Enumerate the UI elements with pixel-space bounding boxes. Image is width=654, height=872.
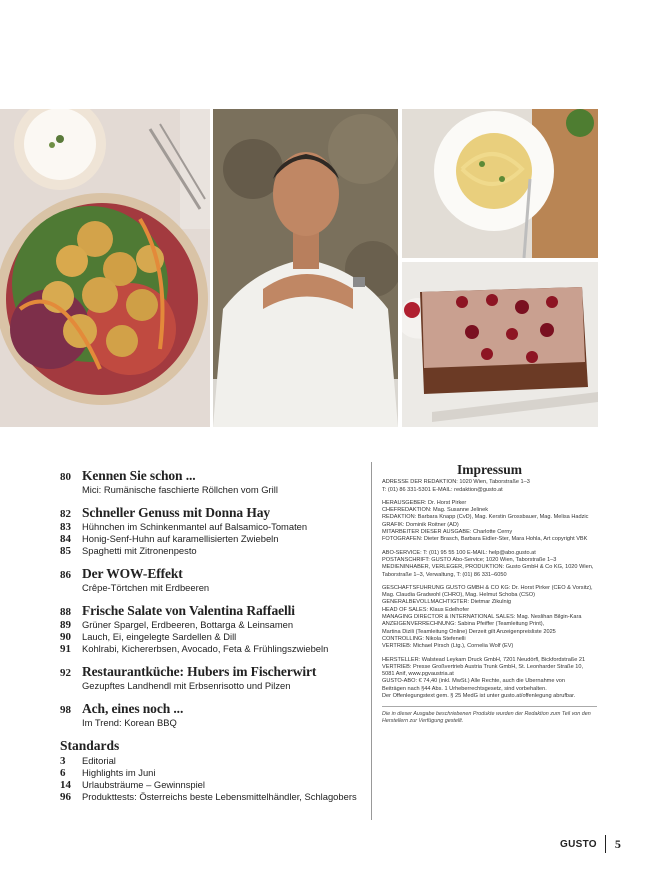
standards-entry	[60, 755, 360, 767]
impressum-line: VERTRIEB: Presse Großvertrieb Austria Trunk GmbH, St. Leonharder Straße 10,	[382, 663, 584, 670]
toc-entry-text: Spaghetti mit Zitronenpesto	[82, 545, 197, 556]
cherry-brownie-photo	[402, 262, 598, 427]
impressum-line: Martina Dizili (Teamleitung Online) Derzeit gilt Anzeigenpreisliste 2025	[382, 628, 556, 635]
footer-divider	[605, 835, 606, 853]
toc-section-title: Ach, eines noch ...	[82, 701, 184, 716]
toc-entry	[60, 521, 360, 533]
impressum-line: REDAKTION: Barbara Knapp (CvD), Mag. Kerstin Grossbauer, Mag. Melisa Hadzic	[382, 514, 589, 521]
impressum-line: HERAUSGEBER: Dr. Horst Pirker	[382, 499, 467, 506]
column-divider	[371, 462, 372, 820]
standards-entry	[60, 779, 360, 791]
toc-page-number: 98	[60, 704, 71, 716]
toc-page-number: 92	[60, 667, 71, 679]
impressum-line: POSTANSCHRIFT: GUSTO Abo-Service; 1020 Wien, Taborstraße 1–3	[382, 556, 557, 563]
toc-subtitle: Crêpe-Törtchen mit Erdbeeren	[82, 582, 210, 593]
toc-page-number: 96	[60, 791, 71, 803]
toc-entry	[60, 619, 360, 631]
impressum-line: Taborstraße 1–3, Verwaltung, T: (01) 86 331–6050	[382, 571, 507, 578]
toc-entry	[60, 631, 360, 643]
toc-entry	[60, 533, 360, 545]
toc-page-number: 84	[60, 533, 71, 545]
impressum-line: 5081 Anif, www.pgvaustria.at	[382, 671, 454, 678]
impressum-block	[382, 500, 597, 544]
salad-photo	[0, 109, 210, 427]
impressum-line: FOTOGRAFEN: Dieter Brasch, Barbara Eidler-Ster, Mara Hohla, Art copyright VBK	[382, 536, 588, 543]
impressum-note: Die in dieser Ausgabe beschriebenen Produkte wurden der Redaktion zum Teil von den Herstellern zur Verfügung gestellt.	[382, 711, 591, 725]
toc-page-number: 86	[60, 569, 71, 581]
impressum-line: MANAGING DIRECTOR & INTERNATIONAL SALES: Mag. Neslihan Bilgin-Kara	[382, 614, 582, 621]
impressum-line: Beiträgen nach §44 Abs. 1 Urheberrechtsgesetz, sind vorbehalten.	[382, 685, 547, 692]
toc-page-number: 88	[60, 606, 71, 618]
toc-page-number: 91	[60, 643, 71, 655]
impressum-block	[382, 657, 597, 701]
toc-entry-text: Honig-Senf-Huhn auf karamellisierten Zwiebeln	[82, 533, 279, 544]
impressum-line: ADRESSE DER REDAKTION: 1020 Wien, Taborstraße 1–3	[382, 479, 530, 486]
standards-entry	[60, 791, 360, 803]
toc-subtitle: Im Trend: Korean BBQ	[82, 717, 177, 728]
toc-page-number: 6	[60, 767, 66, 779]
standards-entry	[60, 767, 360, 779]
toc-entry-text: Editorial	[82, 755, 116, 766]
toc-section	[60, 664, 360, 692]
page-number: 5	[614, 836, 621, 851]
toc-subtitle: Mici: Rumänische faschierte Röllchen vom Grill	[82, 484, 278, 495]
impressum-line: MITARBEITER DIESER AUSGABE: Charlotte Cerny	[382, 529, 513, 536]
impressum-line: GENERALBEVOLLMÄCHTIGTER: Dietmar Zikulnig	[382, 599, 511, 606]
toc-page-number: 85	[60, 545, 71, 557]
toc-page-number: 3	[60, 755, 66, 767]
impressum-line: ANZEIGENVERRECHNUNG: Sabina Pfeiffer (Teamleitung Print),	[382, 621, 545, 628]
toc-section	[60, 603, 360, 655]
toc-section-title: Frische Salate von Valentina Raffaelli	[82, 603, 295, 618]
toc-section-title: Kennen Sie schon ...	[82, 468, 196, 483]
standards-title: Standards	[60, 738, 120, 753]
toc-entry-text: Kohlrabi, Kichererbsen, Avocado, Feta & Frühlingszwiebeln	[82, 643, 329, 654]
impressum-line: ABO-SERVICE: T: (01) 95 55 100 E-MAIL: help@abo.gusto.at	[382, 549, 536, 556]
impressum-block	[382, 550, 597, 579]
impressum-line: GUSTO-ABO: € 74,40 (inkl. MwSt.) Alle Rechte, auch die Übernahme von	[382, 678, 566, 685]
toc-subtitle: Gezupftes Landhendl mit Erbsenrisotto und Pilzen	[82, 680, 291, 691]
table-of-contents	[60, 468, 360, 803]
impressum-title: Impressum	[456, 462, 522, 477]
impressum-line: Der Offenlegungstext gem. § 25 MedG ist unter gusto.at/offenlegung abrufbar.	[382, 693, 576, 700]
toc-section-title: Schneller Genuss mit Donna Hay	[82, 505, 271, 520]
toc-section	[60, 468, 360, 496]
toc-entry-text: Produkttests: Österreichs beste Lebensmittelhändler, Schlagobers	[82, 791, 357, 802]
toc-page-number: 80	[60, 471, 71, 483]
brand-logo: GUSTO	[560, 838, 597, 850]
toc-entry	[60, 545, 360, 557]
toc-page-number: 89	[60, 619, 71, 631]
impressum-line: MEDIENINHABER, VERLEGER, PRODUKTION: Gusto GmbH & Co KG, 1020 Wien,	[382, 564, 594, 571]
impressum-rule	[382, 706, 597, 707]
toc-entry-text: Highlights im Juni	[82, 767, 156, 778]
toc-section-title: Restaurantküche: Hubers im Fischerwirt	[82, 664, 317, 679]
toc-entry-text: Lauch, Ei, eingelegte Sardellen & Dill	[82, 631, 237, 642]
toc-section	[60, 701, 360, 729]
toc-page-number: 83	[60, 521, 71, 533]
impressum-line: HERSTELLER: Walstead Leykam Druck GmbH, 7201 Neudörfl, Bickfordstraße 21	[382, 656, 586, 663]
toc-section	[60, 566, 360, 594]
chef-portrait-photo	[213, 109, 398, 427]
impressum-line: GESCHÄFTSFÜHRUNG GUSTO GMBH & CO KG: Dr. Horst Pirker (CEO & Vorsitz),	[382, 584, 593, 591]
toc-page-number: 82	[60, 508, 71, 520]
impressum-line: CONTROLLING: Nikola Stefenelli	[382, 635, 466, 642]
impressum-line: Mag. Claudia Gradwohl (CHRO), Mag. Helmut Schoba (CSO)	[382, 592, 535, 599]
toc-section-title: Der WOW-Effekt	[82, 566, 183, 581]
toc-entry-text: Hühnchen im Schinkenmantel auf Balsamico-Tomaten	[82, 521, 308, 532]
toc-section	[60, 505, 360, 557]
toc-entry-text: Grüner Spargel, Erdbeeren, Bottarga & Leinsamen	[82, 619, 294, 630]
page-footer	[560, 835, 621, 853]
impressum-line: HEAD OF SALES: Klaus Edelhofer	[382, 606, 470, 613]
impressum-block	[382, 479, 597, 494]
impressum-line: T: (01) 86 331-5301 E-MAIL: redaktion@gusto.at	[382, 486, 503, 493]
toc-page-number: 14	[60, 779, 71, 791]
impressum	[382, 462, 597, 725]
impressum-line: VERTRIEB: Michael Pirsch (Ltg.), Cornelia Wolf (EV)	[382, 643, 514, 650]
toc-entry	[60, 643, 360, 655]
toc-entry-text: Urlaubsträume – Gewinnspiel	[82, 779, 205, 790]
impressum-line: CHEFREDAKTION: Mag. Susanne Jelinek	[382, 507, 489, 514]
pasta-photo	[402, 109, 598, 258]
toc-page-number: 90	[60, 631, 71, 643]
impressum-block	[382, 585, 597, 651]
impressum-line: GRAFIK: Dominik Roitner (AD)	[382, 521, 459, 528]
